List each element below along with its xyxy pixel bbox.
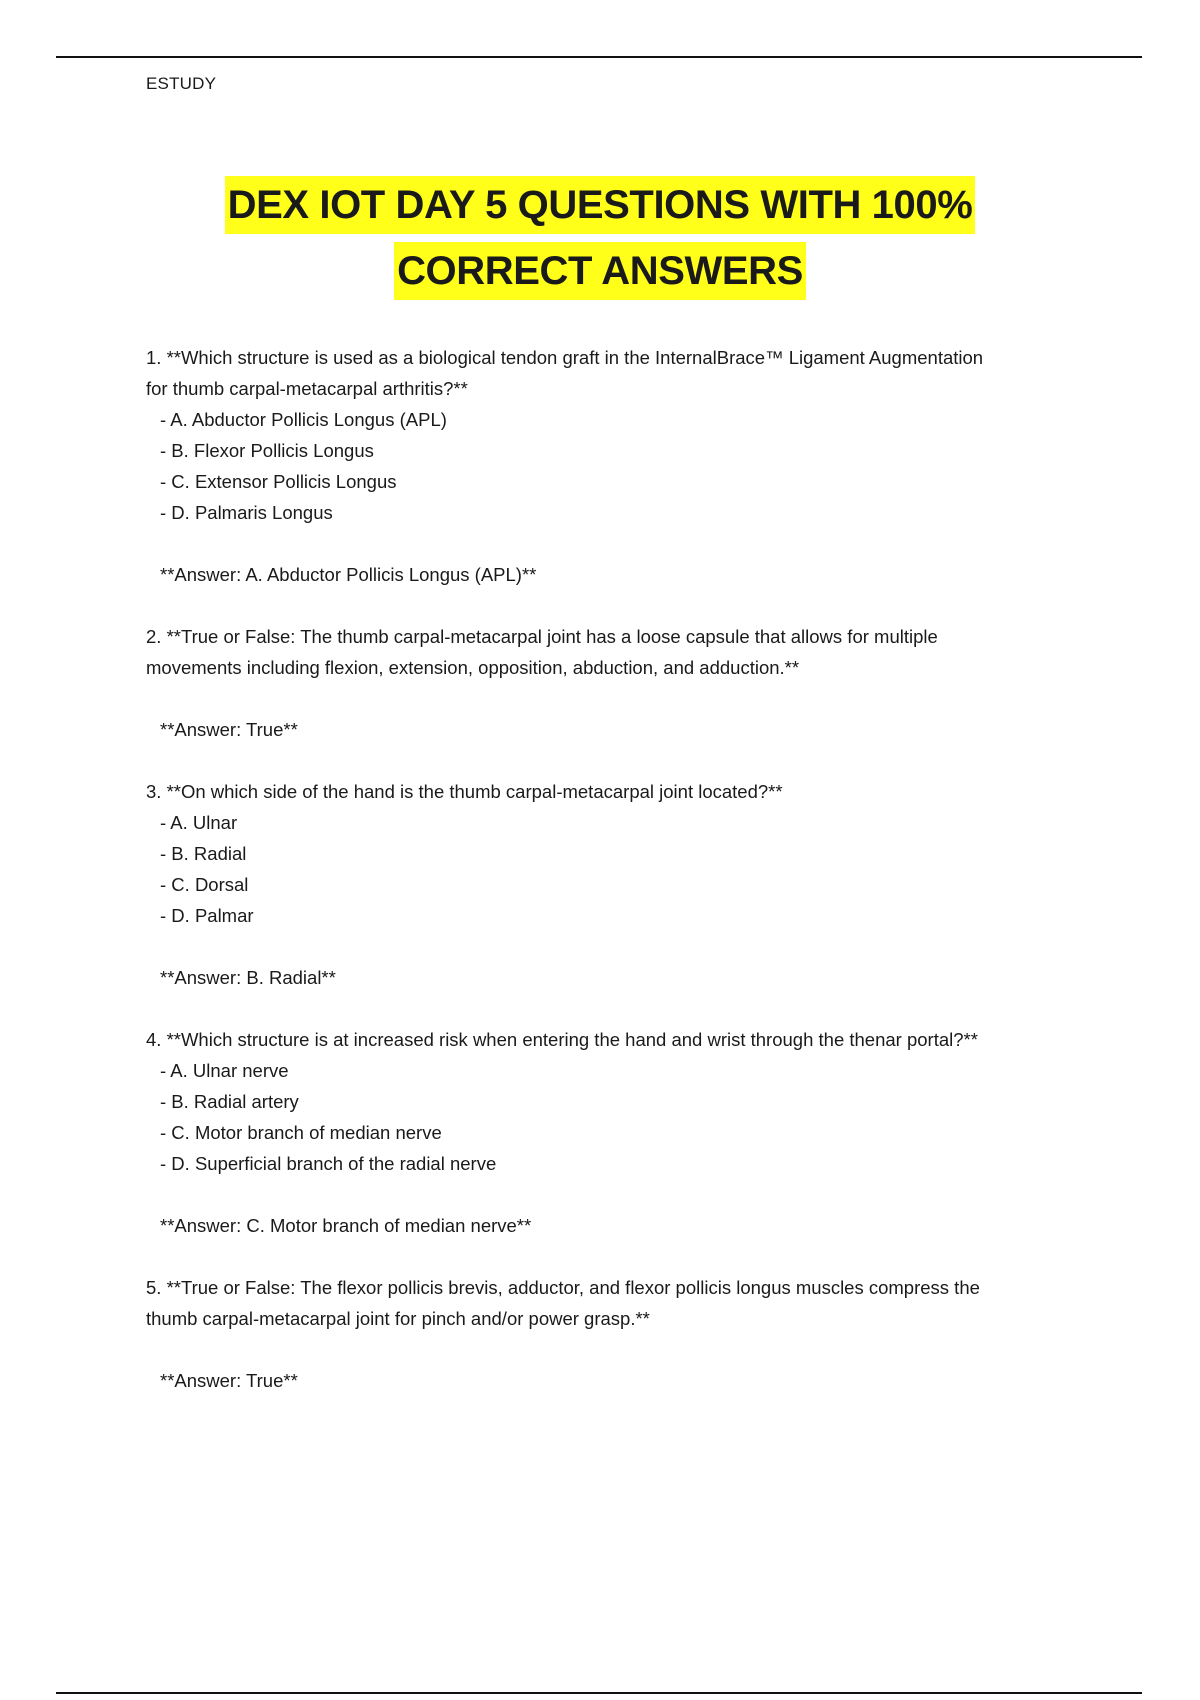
title-line-1: DEX IOT DAY 5 QUESTIONS WITH 100% <box>225 176 976 234</box>
question-2 <box>146 621 1106 745</box>
option-b: - B. Radial artery <box>160 1091 299 1112</box>
question-3 <box>146 776 1106 993</box>
option-c: - C. Dorsal <box>160 874 249 895</box>
answer: **Answer: True** <box>160 1370 298 1391</box>
option-b: - B. Radial <box>160 843 247 864</box>
option-list <box>146 1055 1106 1179</box>
question-text <box>146 342 1106 404</box>
answer: **Answer: A. Abductor Pollicis Longus (APL)** <box>160 564 537 585</box>
option-list <box>146 807 1106 931</box>
question-text-line: for thumb carpal-metacarpal arthritis?** <box>146 378 468 399</box>
question-text-line: 2. **True or False: The thumb carpal-metacarpal joint has a loose capsule that allows for multiple <box>146 626 938 647</box>
option-list <box>146 404 1106 528</box>
option-a: - A. Abductor Pollicis Longus (APL) <box>160 409 447 430</box>
question-text-line: 1. **Which structure is used as a biological tendon graft in the InternalBrace™ Ligament Augmentation <box>146 347 984 368</box>
option-c: - C. Extensor Pollicis Longus <box>160 471 397 492</box>
question-1 <box>146 342 1106 590</box>
option-d: - D. Palmar <box>160 905 254 926</box>
question-list <box>146 342 1106 1427</box>
question-text-line: 4. **Which structure is at increased risk when entering the hand and wrist through the thenar portal?** <box>146 1029 978 1050</box>
question-5 <box>146 1272 1106 1396</box>
option-a: - A. Ulnar nerve <box>160 1060 289 1081</box>
document-title <box>0 176 1200 300</box>
question-4 <box>146 1024 1106 1241</box>
question-text <box>146 1272 1106 1334</box>
title-line-2: CORRECT ANSWERS <box>394 242 806 300</box>
option-b: - B. Flexor Pollicis Longus <box>160 440 374 461</box>
option-a: - A. Ulnar <box>160 812 238 833</box>
option-d: - D. Palmaris Longus <box>160 502 333 523</box>
question-text <box>146 776 1106 807</box>
question-text <box>146 621 1106 683</box>
page-header: ESTUDY <box>146 74 217 93</box>
question-text-line: 3. **On which side of the hand is the thumb carpal-metacarpal joint located?** <box>146 781 783 802</box>
answer: **Answer: B. Radial** <box>160 967 336 988</box>
question-text-line: movements including flexion, extension, opposition, abduction, and adduction.** <box>146 657 800 678</box>
answer: **Answer: C. Motor branch of median nerve** <box>160 1215 532 1236</box>
question-text-line: thumb carpal-metacarpal joint for pinch and/or power grasp.** <box>146 1308 650 1329</box>
header-rule <box>56 56 1142 58</box>
question-text <box>146 1024 1106 1055</box>
answer: **Answer: True** <box>160 719 298 740</box>
option-d: - D. Superficial branch of the radial nerve <box>160 1153 497 1174</box>
question-text-line: 5. **True or False: The flexor pollicis brevis, adductor, and flexor pollicis longus muscles compress the <box>146 1277 980 1298</box>
option-c: - C. Motor branch of median nerve <box>160 1122 442 1143</box>
footer-rule <box>56 1692 1142 1694</box>
